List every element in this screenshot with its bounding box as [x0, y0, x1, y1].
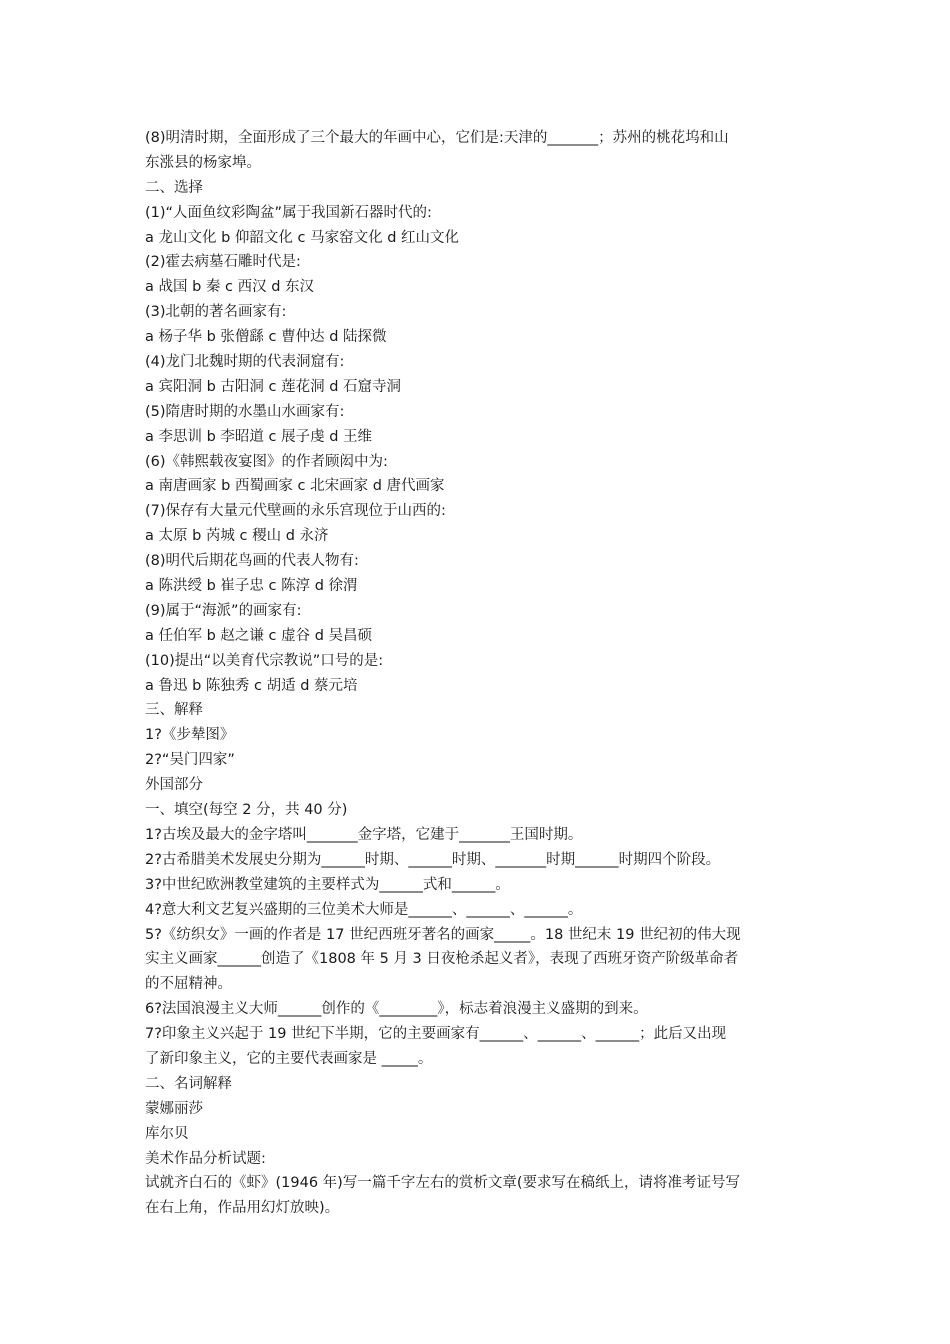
options: a 陈洪绶 b 崔子忠 c 陈淳 d 徐渭 — [145, 578, 358, 595]
options: a 鲁迅 b 陈独秀 c 胡适 d 蔡元培 — [145, 677, 358, 694]
question: 实主义画家______创造了《1808 年 5 月 3 日夜枪杀起义者》，表现了西班牙资产阶级革命者 — [145, 951, 739, 968]
question: 7?印象主义兴起于 19 世纪下半期，它的主要画家有______、______、______；此后又出现 — [145, 1026, 727, 1043]
section-heading: 美术作品分析试题: — [145, 1150, 266, 1167]
options: a 宾阳洞 b 古阳洞 c 莲花洞 d 石窟寺洞 — [145, 378, 402, 395]
question: (1)“人面鱼纹彩陶盆”属于我国新石器时代的: — [145, 204, 432, 221]
options: a 李思训 b 李昭道 c 展子虔 d 王维 — [145, 428, 373, 445]
term: 库尔贝 — [145, 1125, 189, 1142]
section-heading: 二、选择 — [145, 179, 203, 196]
document-page — [145, 126, 825, 1221]
question: 试就齐白石的《虾》(1946 年)写一篇千字左右的赏析文章(要求写在稿纸上，请将准考证号写 — [145, 1175, 740, 1192]
section-heading: 一、填空(每空 2 分，共 40 分) — [145, 802, 348, 819]
question: (5)隋唐时期的水墨山水画家有: — [145, 403, 345, 420]
question: 的不屈精神。 — [145, 976, 232, 993]
question: 了新印象主义，它的主要代表画家是 _____。 — [145, 1050, 433, 1067]
question: (6)《韩熙载夜宴图》的作者顾闳中为: — [145, 453, 388, 470]
question: (8)明代后期花鸟画的代表人物有: — [145, 553, 359, 570]
options: a 南唐画家 b 西蜀画家 c 北宋画家 d 唐代画家 — [145, 478, 445, 495]
options: a 战国 b 秦 c 西汉 d 东汉 — [145, 279, 315, 296]
options: a 杨子华 b 张僧繇 c 曹仲达 d 陆探微 — [145, 329, 387, 346]
section-heading: 三、解释 — [145, 702, 203, 719]
question: 6?法国浪漫主义大师______创作的《________》，标志着浪漫主义盛期的到来。 — [145, 1001, 648, 1018]
question: (4)龙门北魏时期的代表洞窟有: — [145, 354, 345, 371]
section-heading: 二、名词解释 — [145, 1075, 232, 1092]
question: (3)北朝的著名画家有: — [145, 304, 287, 321]
question: (2)霍去病墓石雕时代是: — [145, 254, 301, 271]
part-heading: 外国部分 — [145, 777, 203, 794]
question: 5?《纺织女》一画的作者是 17 世纪西班牙著名的画家_____。18 世纪末 19 世纪初的伟大现 — [145, 926, 741, 943]
question: 1?《步辇图》 — [145, 727, 235, 744]
options: a 任伯军 b 赵之谦 c 虚谷 d 吴昌硕 — [145, 627, 373, 644]
question: 2?“吴门四家” — [145, 752, 235, 769]
question: 3?中世纪欧洲教堂建筑的主要样式为______式和______。 — [145, 876, 510, 893]
question: (9)属于“海派”的画家有: — [145, 602, 302, 619]
question: (7)保存有大量元代壁画的永乐宫现位于山西的: — [145, 503, 446, 520]
question: 4?意大利文艺复兴盛期的三位美术大师是______、______、______。 — [145, 901, 583, 918]
question: 1?古埃及最大的金字塔叫_______金字塔，它建于_______王国时期。 — [145, 826, 583, 843]
question: 2?古希腊美术发展史分期为______时期、______时期、_______时期______时期四个阶段。 — [145, 851, 721, 868]
options: a 太原 b 芮城 c 稷山 d 永济 — [145, 528, 329, 545]
text-line: (8)明清时期，全面形成了三个最大的年画中心，它们是:天津的_______；苏州的桃花坞和山 — [145, 130, 729, 146]
options: a 龙山文化 b 仰韶文化 c 马家窑文化 d 红山文化 — [145, 229, 460, 246]
question: 在右上角，作品用幻灯放映)。 — [145, 1200, 340, 1217]
text-line: 东涨县的杨家埠。 — [145, 154, 261, 171]
question: (10)提出“以美育代宗教说”口号的是: — [145, 652, 384, 669]
term: 蒙娜丽莎 — [145, 1100, 203, 1117]
